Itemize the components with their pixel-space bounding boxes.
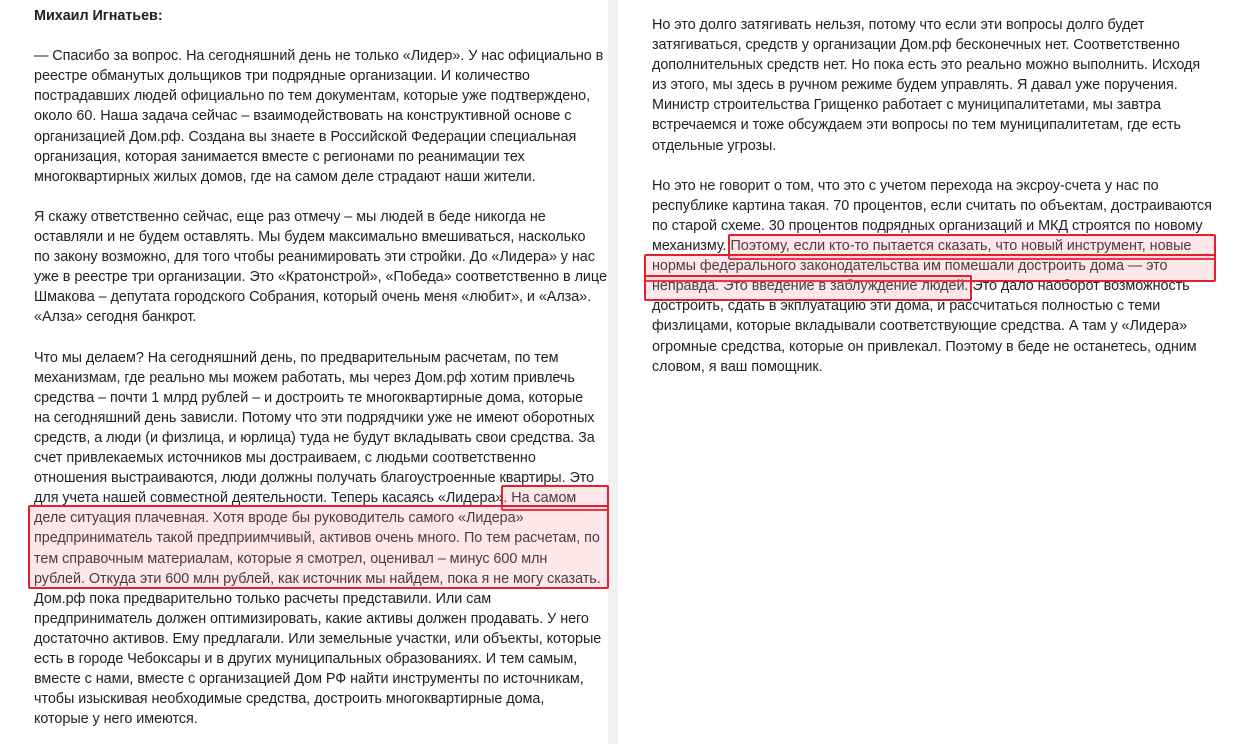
text-line: организацией Дом.рф. Создана вы знаете в Российской Федерации специальная bbox=[34, 128, 577, 145]
text-line: тем справочным материалам, которые я смотрел, оценивал – минус 600 млн bbox=[34, 550, 548, 567]
text-line: отношения выстраиваются, люди должны получать благоустроенные квартиры. Это bbox=[34, 470, 595, 487]
text-line: затягиваться, средств у организации Дом.рф бесконечных нет. Соответственно bbox=[652, 37, 1180, 54]
text-line: нормы федерального законодательства им помешали достроить дома — это bbox=[652, 258, 1168, 275]
text-line: предприниматель должен оптимизировать, какие активы должен продавать. У него bbox=[34, 610, 589, 627]
text-line: «Алза» сегодня банкрот. bbox=[34, 309, 197, 326]
text-line: средств, а люди (и физлица, и юрлица) туда не будут вкладывать свои средства. За bbox=[34, 429, 595, 446]
paragraph bbox=[652, 15, 1260, 156]
text-line: словом, я ваш помощник. bbox=[652, 358, 823, 375]
text-line: которые у него имеются. bbox=[34, 711, 198, 728]
text-line: организация, которая занимается вместе с регионами по реанимации тех bbox=[34, 148, 525, 165]
text-line: механизмам, где реально мы можем работать, мы через Дом.рф хотим привлечь bbox=[34, 369, 575, 386]
text-line: по закону возможно, для того чтобы реанимировать эти стройки. До «Лидера» у нас bbox=[34, 249, 595, 266]
text-line: дополнительных средств нет. Но пока есть это реально можно выполнить. Исходя bbox=[652, 57, 1201, 74]
right-page bbox=[618, 0, 1260, 744]
text-line: — Спасибо за вопрос. На сегодняшний день не только «Лидер». У нас официально в bbox=[34, 48, 604, 65]
text-line: средства – почти 1 млрд рублей – и достроить те многоквартирные дома, которые bbox=[34, 389, 584, 406]
text-line: Но это долго затягивать нельзя, потому что если эти вопросы долго будет bbox=[652, 17, 1145, 33]
text-line: Я скажу ответственно сейчас, еще раз отмечу – мы людей в беде никогда не bbox=[34, 208, 546, 225]
text-line: Что мы делаем? На сегодняшний день, по предварительным расчетам, по тем bbox=[34, 349, 559, 366]
paragraph bbox=[652, 176, 1260, 377]
text-line: отдельные угрозы. bbox=[652, 137, 777, 154]
text-line: Но это не говорит о том, что это с учетом перехода на эксроу-счета у нас по bbox=[652, 177, 1159, 194]
text-line: чтобы изыскивая необходимые средства, достроить многоквартирные дома, bbox=[34, 691, 545, 708]
text-line: есть в городе Чебоксары и в других муниципальных образованиях. И тем самым, bbox=[34, 651, 578, 667]
text-line: Дом.рф пока предварительно только расчеты представили. Или сам bbox=[34, 590, 492, 607]
text-line: неправда. Это введение в заблуждение людей. Это дало наоборот возможность bbox=[652, 278, 1190, 295]
text-line: Шмакова – депутата городского Собрания, который очень меня «любит», и «Алза». bbox=[34, 289, 592, 306]
text-line: достаточно активов. Ему предлагали. Или земельные участки, или объекты, которые bbox=[34, 630, 602, 647]
paragraph bbox=[34, 207, 608, 328]
text-line: Министр строительства Грищенко работает с муниципалитетами, мы завтра bbox=[652, 97, 1161, 114]
text-line: для учета нашей совместной деятельности. Теперь касаясь «Лидера». На самом bbox=[34, 490, 577, 507]
text-line: по старой схеме. 30 процентов подрядных организаций и МКД строятся по новому bbox=[652, 217, 1203, 234]
text-line: достроить, сдать в экплуатацию эти дома, и рассчитаться полностью с теми bbox=[652, 298, 1161, 315]
text-line: предприниматель такой предприимчивый, активов очень много. По тем расчетам, по bbox=[34, 530, 600, 547]
text-line: уже в реестре три организации. Это «Кратонстрой», «Победа» соответственно в лице bbox=[34, 269, 607, 286]
left-page bbox=[0, 0, 608, 744]
text-line: республике картина такая. 70 процентов, если считать по объектам, достраиваются bbox=[652, 197, 1212, 214]
text-line: рублей. Откуда эти 600 млн рублей, как источник мы найдем, пока я не могу сказать. bbox=[34, 570, 601, 587]
text-line: многоквартирных жилых домов, где на самом деле страдают наши жители. bbox=[34, 168, 536, 185]
text-line: физлицами, которые вкладывали соответствующие средства. А там у «Лидера» bbox=[652, 318, 1188, 335]
text-line: огромные средства, которые он привлекал. Поэтому в беде не останетесь, одним bbox=[652, 338, 1197, 355]
paragraph bbox=[34, 348, 608, 730]
text-line: пострадавших людей официально по тем документам, которые уже подтверждено, bbox=[34, 88, 591, 105]
speaker-name: Михаил Игнатьев: bbox=[34, 8, 163, 24]
text-line: из этого, мы здесь в ручном режиме будем управлять. Я давал уже поручения. bbox=[652, 77, 1178, 94]
text-line: около 60. Наша задача сейчас – взаимодействовать на конструктивной основе с bbox=[34, 108, 572, 125]
text-line: вместе с нами, вместе с организацией Дом РФ найти инструменты по источникам, bbox=[34, 671, 584, 688]
text-line: оставляли и не будем оставлять. Мы будем максимально вмешиваться, насколько bbox=[34, 229, 586, 246]
text-line: деле ситуация плачевная. Хотя вроде бы руководитель самого «Лидера» bbox=[34, 510, 524, 527]
text-line: на сегодняшний день зависли. Потому что эти подрядчики уже не имеют оборотных bbox=[34, 409, 595, 426]
paragraph bbox=[34, 46, 608, 187]
text-line: счет привлекаемых источников мы достраиваем, с людьми соответственно bbox=[34, 450, 536, 467]
text-line: реестре обманутых дольщиков три подрядные организации. И количество bbox=[34, 68, 530, 85]
text-line: встречаемся и тоже обсуждаем эти вопросы по тем муниципалитетам, где есть bbox=[652, 117, 1181, 134]
text-line: механизму. Поэтому, если кто-то пытается сказать, что новый инструмент, новые bbox=[652, 238, 1192, 255]
